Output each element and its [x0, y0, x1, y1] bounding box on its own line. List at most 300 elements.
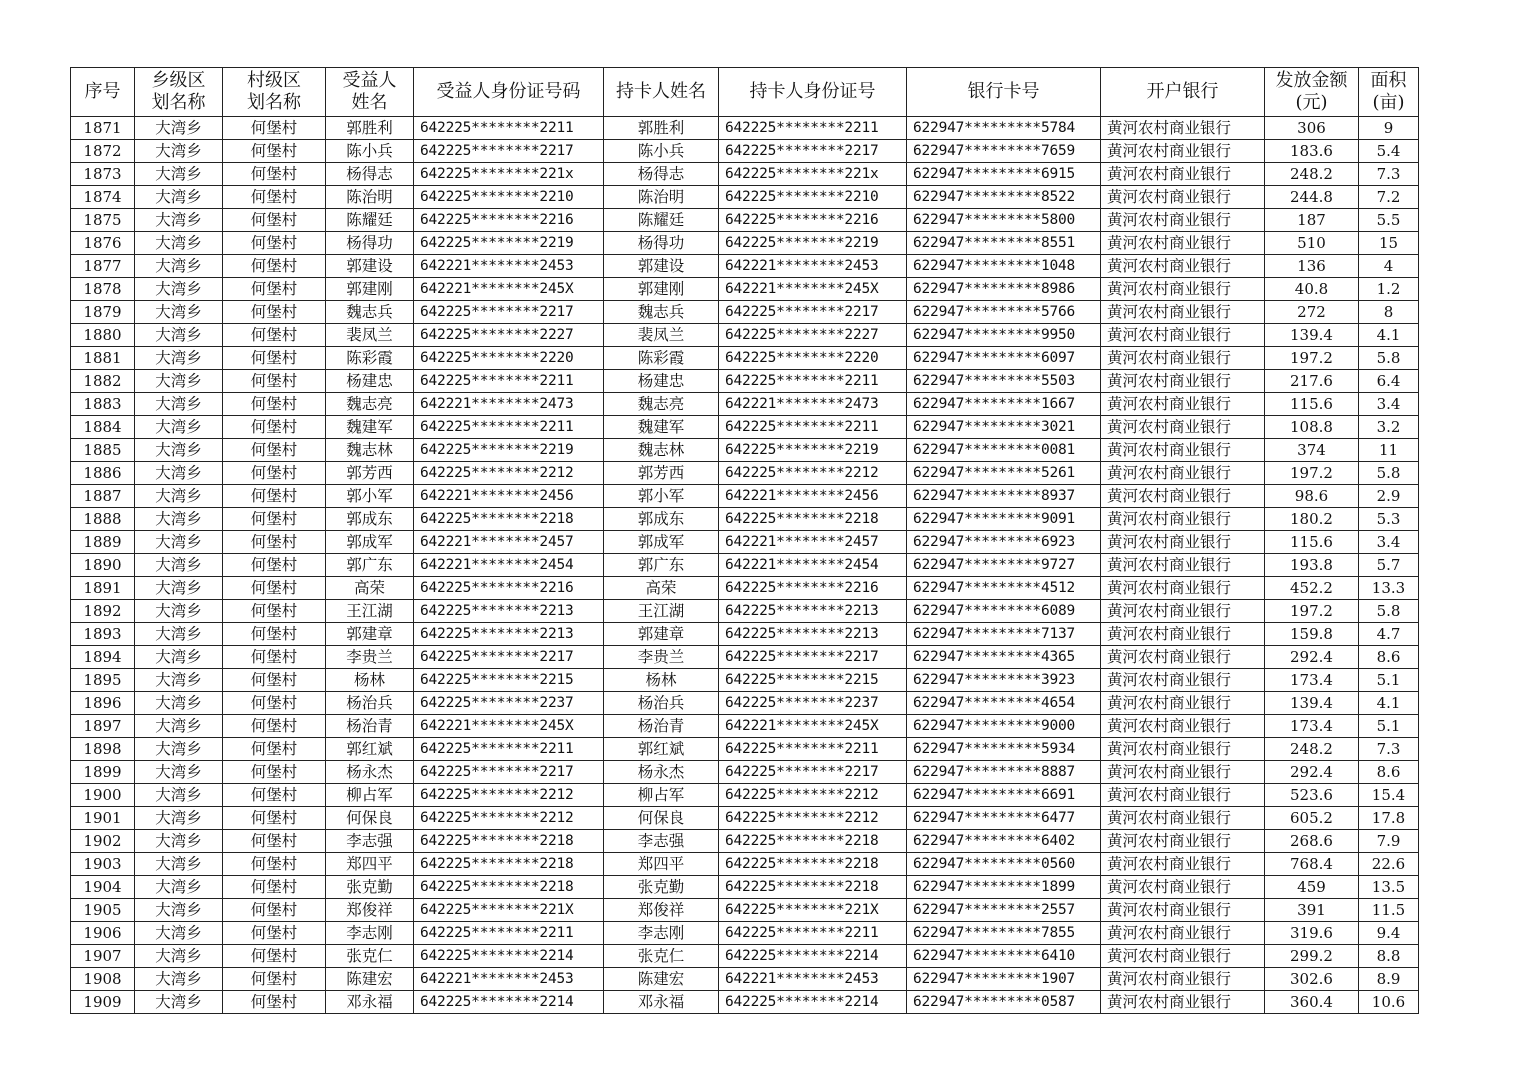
cardholder-name-cell: 魏志林: [604, 439, 719, 462]
amount-cell: 523.6: [1265, 784, 1359, 807]
amount-cell: 391: [1265, 899, 1359, 922]
serial-cell: 1905: [71, 899, 135, 922]
area-cell: 5.8: [1359, 600, 1419, 623]
amount-cell: 248.2: [1265, 163, 1359, 186]
table-row: [71, 232, 1419, 255]
serial-cell: 1902: [71, 830, 135, 853]
township-cell: 大湾乡: [135, 692, 223, 715]
serial-cell: 1876: [71, 232, 135, 255]
header-label: 持卡人姓名: [616, 81, 706, 102]
area-cell: 3.4: [1359, 531, 1419, 554]
beneficiary-id-cell: 642225********2211: [414, 738, 604, 761]
table-body: [71, 117, 1419, 1014]
area-cell: 4.1: [1359, 692, 1419, 715]
bank-card-cell: 622947*********9091: [907, 508, 1101, 531]
header-label: 受益人身份证号码: [436, 81, 581, 102]
header-label: 发放金额 (元): [1275, 70, 1348, 113]
serial-cell: 1907: [71, 945, 135, 968]
header-cell: [326, 68, 414, 117]
township-cell: 大湾乡: [135, 393, 223, 416]
table-row: [71, 255, 1419, 278]
beneficiary-name-cell: 陈小兵: [326, 140, 414, 163]
cardholder-id-cell: 642225********2237: [719, 692, 907, 715]
beneficiary-id-cell: 642225********2213: [414, 600, 604, 623]
bank-name-cell: 黄河农村商业银行: [1101, 508, 1265, 531]
beneficiary-name-cell: 杨治青: [326, 715, 414, 738]
village-cell: 何堡村: [223, 508, 326, 531]
village-cell: 何堡村: [223, 370, 326, 393]
beneficiary-name-cell: 李志强: [326, 830, 414, 853]
area-cell: 8.9: [1359, 968, 1419, 991]
village-cell: 何堡村: [223, 232, 326, 255]
serial-cell: 1897: [71, 715, 135, 738]
amount-cell: 248.2: [1265, 738, 1359, 761]
beneficiary-id-cell: 642225********2218: [414, 876, 604, 899]
bank-name-cell: 黄河农村商业银行: [1101, 209, 1265, 232]
table-row: [71, 370, 1419, 393]
township-cell: 大湾乡: [135, 968, 223, 991]
bank-name-cell: 黄河农村商业银行: [1101, 922, 1265, 945]
township-cell: 大湾乡: [135, 416, 223, 439]
township-cell: 大湾乡: [135, 439, 223, 462]
township-cell: 大湾乡: [135, 646, 223, 669]
cardholder-id-cell: 642225********2218: [719, 876, 907, 899]
bank-card-cell: 622947*********6402: [907, 830, 1101, 853]
village-cell: 何堡村: [223, 301, 326, 324]
serial-cell: 1878: [71, 278, 135, 301]
table-row: [71, 278, 1419, 301]
cardholder-name-cell: 李志强: [604, 830, 719, 853]
bank-card-cell: 622947*********6923: [907, 531, 1101, 554]
bank-name-cell: 黄河农村商业银行: [1101, 232, 1265, 255]
area-cell: 13.3: [1359, 577, 1419, 600]
cardholder-name-cell: 陈治明: [604, 186, 719, 209]
cardholder-name-cell: 杨永杰: [604, 761, 719, 784]
amount-cell: 292.4: [1265, 761, 1359, 784]
cardholder-name-cell: 杨建忠: [604, 370, 719, 393]
village-cell: 何堡村: [223, 462, 326, 485]
bank-name-cell: 黄河农村商业银行: [1101, 600, 1265, 623]
cardholder-name-cell: 陈彩霞: [604, 347, 719, 370]
amount-cell: 139.4: [1265, 692, 1359, 715]
serial-cell: 1888: [71, 508, 135, 531]
amount-cell: 272: [1265, 301, 1359, 324]
amount-cell: 244.8: [1265, 186, 1359, 209]
beneficiary-id-cell: 642221********245X: [414, 278, 604, 301]
bank-card-cell: 622947*********8937: [907, 485, 1101, 508]
bank-card-cell: 622947*********1048: [907, 255, 1101, 278]
table-row: [71, 692, 1419, 715]
village-cell: 何堡村: [223, 416, 326, 439]
serial-cell: 1887: [71, 485, 135, 508]
serial-cell: 1898: [71, 738, 135, 761]
beneficiary-id-cell: 642225********2210: [414, 186, 604, 209]
bank-card-cell: 622947*********6691: [907, 784, 1101, 807]
beneficiary-name-cell: 陈建宏: [326, 968, 414, 991]
header-cell: [604, 68, 719, 117]
village-cell: 何堡村: [223, 163, 326, 186]
beneficiary-name-cell: 杨永杰: [326, 761, 414, 784]
beneficiary-id-cell: 642225********2212: [414, 462, 604, 485]
cardholder-id-cell: 642221********2453: [719, 968, 907, 991]
beneficiary-id-cell: 642225********2227: [414, 324, 604, 347]
beneficiary-name-cell: 陈耀廷: [326, 209, 414, 232]
village-cell: 何堡村: [223, 347, 326, 370]
beneficiary-id-cell: 642221********245X: [414, 715, 604, 738]
cardholder-id-cell: 642225********2212: [719, 462, 907, 485]
bank-name-cell: 黄河农村商业银行: [1101, 876, 1265, 899]
header-cell: [907, 68, 1101, 117]
bank-name-cell: 黄河农村商业银行: [1101, 186, 1265, 209]
header-cell: [71, 68, 135, 117]
beneficiary-id-cell: 642225********2219: [414, 439, 604, 462]
table-row: [71, 186, 1419, 209]
bank-name-cell: 黄河农村商业银行: [1101, 531, 1265, 554]
bank-name-cell: 黄河农村商业银行: [1101, 853, 1265, 876]
cardholder-name-cell: 郭建设: [604, 255, 719, 278]
bank-card-cell: 622947*********8551: [907, 232, 1101, 255]
table-row: [71, 485, 1419, 508]
beneficiary-name-cell: 郭建刚: [326, 278, 414, 301]
township-cell: 大湾乡: [135, 623, 223, 646]
beneficiary-id-cell: 642225********2218: [414, 853, 604, 876]
cardholder-id-cell: 642225********2218: [719, 830, 907, 853]
cardholder-name-cell: 陈小兵: [604, 140, 719, 163]
cardholder-id-cell: 642225********2218: [719, 508, 907, 531]
bank-card-cell: 622947*********6089: [907, 600, 1101, 623]
beneficiary-name-cell: 高荣: [326, 577, 414, 600]
bank-card-cell: 622947*********5503: [907, 370, 1101, 393]
township-cell: 大湾乡: [135, 577, 223, 600]
table-row: [71, 715, 1419, 738]
cardholder-id-cell: 642225********2210: [719, 186, 907, 209]
beneficiary-name-cell: 魏志兵: [326, 301, 414, 324]
amount-cell: 193.8: [1265, 554, 1359, 577]
cardholder-id-cell: 642221********2457: [719, 531, 907, 554]
beneficiary-id-cell: 642225********2217: [414, 140, 604, 163]
table-row: [71, 508, 1419, 531]
village-cell: 何堡村: [223, 830, 326, 853]
cardholder-id-cell: 642225********2211: [719, 922, 907, 945]
area-cell: 5.8: [1359, 462, 1419, 485]
serial-cell: 1909: [71, 991, 135, 1014]
cardholder-name-cell: 高荣: [604, 577, 719, 600]
table-row: [71, 853, 1419, 876]
serial-cell: 1881: [71, 347, 135, 370]
beneficiary-name-cell: 郑四平: [326, 853, 414, 876]
bank-card-cell: 622947*********4512: [907, 577, 1101, 600]
township-cell: 大湾乡: [135, 761, 223, 784]
bank-name-cell: 黄河农村商业银行: [1101, 968, 1265, 991]
cardholder-name-cell: 杨治兵: [604, 692, 719, 715]
beneficiary-name-cell: 郭胜利: [326, 117, 414, 140]
bank-card-cell: 622947*********1667: [907, 393, 1101, 416]
serial-cell: 1871: [71, 117, 135, 140]
beneficiary-id-cell: 642221********2453: [414, 968, 604, 991]
beneficiary-name-cell: 李志刚: [326, 922, 414, 945]
serial-cell: 1894: [71, 646, 135, 669]
cardholder-name-cell: 郭胜利: [604, 117, 719, 140]
header-cell: [1359, 68, 1419, 117]
bank-card-cell: 622947*********0587: [907, 991, 1101, 1014]
bank-name-cell: 黄河农村商业银行: [1101, 324, 1265, 347]
area-cell: 3.2: [1359, 416, 1419, 439]
beneficiary-id-cell: 642225********2218: [414, 508, 604, 531]
serial-cell: 1893: [71, 623, 135, 646]
bank-name-cell: 黄河农村商业银行: [1101, 669, 1265, 692]
table-row: [71, 163, 1419, 186]
beneficiary-id-cell: 642221********2456: [414, 485, 604, 508]
serial-cell: 1885: [71, 439, 135, 462]
village-cell: 何堡村: [223, 669, 326, 692]
beneficiary-id-cell: 642225********2213: [414, 623, 604, 646]
beneficiary-name-cell: 柳占军: [326, 784, 414, 807]
beneficiary-id-cell: 642225********2217: [414, 646, 604, 669]
area-cell: 3.4: [1359, 393, 1419, 416]
township-cell: 大湾乡: [135, 554, 223, 577]
table-row: [71, 922, 1419, 945]
table-row: [71, 830, 1419, 853]
serial-cell: 1896: [71, 692, 135, 715]
bank-name-cell: 黄河农村商业银行: [1101, 784, 1265, 807]
cardholder-id-cell: 642221********2473: [719, 393, 907, 416]
beneficiary-name-cell: 杨建忠: [326, 370, 414, 393]
amount-cell: 217.6: [1265, 370, 1359, 393]
village-cell: 何堡村: [223, 623, 326, 646]
area-cell: 8: [1359, 301, 1419, 324]
cardholder-id-cell: 642225********2216: [719, 209, 907, 232]
cardholder-name-cell: 张克勤: [604, 876, 719, 899]
bank-card-cell: 622947*********6410: [907, 945, 1101, 968]
area-cell: 17.8: [1359, 807, 1419, 830]
bank-card-cell: 622947*********6915: [907, 163, 1101, 186]
bank-name-cell: 黄河农村商业银行: [1101, 163, 1265, 186]
cardholder-id-cell: 642225********2218: [719, 853, 907, 876]
township-cell: 大湾乡: [135, 186, 223, 209]
cardholder-name-cell: 郭广东: [604, 554, 719, 577]
amount-cell: 183.6: [1265, 140, 1359, 163]
beneficiary-name-cell: 裴凤兰: [326, 324, 414, 347]
township-cell: 大湾乡: [135, 853, 223, 876]
serial-cell: 1890: [71, 554, 135, 577]
cardholder-name-cell: 郭成东: [604, 508, 719, 531]
cardholder-id-cell: 642225********2219: [719, 439, 907, 462]
serial-cell: 1892: [71, 600, 135, 623]
township-cell: 大湾乡: [135, 807, 223, 830]
cardholder-id-cell: 642225********2217: [719, 301, 907, 324]
beneficiary-name-cell: 张克仁: [326, 945, 414, 968]
cardholder-name-cell: 陈建宏: [604, 968, 719, 991]
beneficiary-id-cell: 642221********2453: [414, 255, 604, 278]
area-cell: 22.6: [1359, 853, 1419, 876]
beneficiary-id-cell: 642225********2219: [414, 232, 604, 255]
beneficiary-id-cell: 642225********2217: [414, 761, 604, 784]
village-cell: 何堡村: [223, 784, 326, 807]
amount-cell: 173.4: [1265, 715, 1359, 738]
bank-card-cell: 622947*********9727: [907, 554, 1101, 577]
beneficiary-name-cell: 何保良: [326, 807, 414, 830]
cardholder-name-cell: 裴凤兰: [604, 324, 719, 347]
bank-name-cell: 黄河农村商业银行: [1101, 830, 1265, 853]
bank-card-cell: 622947*********2557: [907, 899, 1101, 922]
beneficiary-name-cell: 魏志林: [326, 439, 414, 462]
township-cell: 大湾乡: [135, 370, 223, 393]
bank-name-cell: 黄河农村商业银行: [1101, 715, 1265, 738]
beneficiary-id-cell: 642225********221x: [414, 163, 604, 186]
cardholder-name-cell: 郑四平: [604, 853, 719, 876]
bank-card-cell: 622947*********3021: [907, 416, 1101, 439]
cardholder-id-cell: 642225********2211: [719, 370, 907, 393]
beneficiary-id-cell: 642225********221X: [414, 899, 604, 922]
area-cell: 4.7: [1359, 623, 1419, 646]
village-cell: 何堡村: [223, 600, 326, 623]
beneficiary-name-cell: 张克勤: [326, 876, 414, 899]
amount-cell: 187: [1265, 209, 1359, 232]
cardholder-id-cell: 642225********2211: [719, 117, 907, 140]
beneficiary-name-cell: 邓永福: [326, 991, 414, 1014]
header-label: 村级区 划名称: [247, 70, 301, 113]
area-cell: 5.3: [1359, 508, 1419, 531]
township-cell: 大湾乡: [135, 784, 223, 807]
bank-name-cell: 黄河农村商业银行: [1101, 554, 1265, 577]
cardholder-name-cell: 杨得功: [604, 232, 719, 255]
amount-cell: 768.4: [1265, 853, 1359, 876]
amount-cell: 605.2: [1265, 807, 1359, 830]
cardholder-name-cell: 郭小军: [604, 485, 719, 508]
area-cell: 7.2: [1359, 186, 1419, 209]
village-cell: 何堡村: [223, 899, 326, 922]
township-cell: 大湾乡: [135, 531, 223, 554]
cardholder-id-cell: 642225********2213: [719, 600, 907, 623]
village-cell: 何堡村: [223, 140, 326, 163]
area-cell: 5.7: [1359, 554, 1419, 577]
bank-card-cell: 622947*********5261: [907, 462, 1101, 485]
amount-cell: 452.2: [1265, 577, 1359, 600]
area-cell: 4: [1359, 255, 1419, 278]
township-cell: 大湾乡: [135, 508, 223, 531]
bank-name-cell: 黄河农村商业银行: [1101, 393, 1265, 416]
township-cell: 大湾乡: [135, 209, 223, 232]
township-cell: 大湾乡: [135, 899, 223, 922]
bank-card-cell: 622947*********5934: [907, 738, 1101, 761]
village-cell: 何堡村: [223, 577, 326, 600]
bank-card-cell: 622947*********9000: [907, 715, 1101, 738]
bank-card-cell: 622947*********9950: [907, 324, 1101, 347]
bank-name-cell: 黄河农村商业银行: [1101, 899, 1265, 922]
area-cell: 10.6: [1359, 991, 1419, 1014]
cardholder-id-cell: 642225********2211: [719, 738, 907, 761]
amount-cell: 319.6: [1265, 922, 1359, 945]
area-cell: 13.5: [1359, 876, 1419, 899]
township-cell: 大湾乡: [135, 669, 223, 692]
beneficiary-id-cell: 642225********2211: [414, 416, 604, 439]
serial-cell: 1891: [71, 577, 135, 600]
bank-card-cell: 622947*********6477: [907, 807, 1101, 830]
area-cell: 5.1: [1359, 715, 1419, 738]
subsidy-table: [70, 67, 1419, 1014]
cardholder-name-cell: 魏建军: [604, 416, 719, 439]
cardholder-name-cell: 郭芳西: [604, 462, 719, 485]
cardholder-name-cell: 邓永福: [604, 991, 719, 1014]
village-cell: 何堡村: [223, 968, 326, 991]
header-cell: [1101, 68, 1265, 117]
cardholder-name-cell: 郭建章: [604, 623, 719, 646]
cardholder-id-cell: 642225********2211: [719, 416, 907, 439]
header-cell: [1265, 68, 1359, 117]
table-row: [71, 462, 1419, 485]
cardholder-name-cell: 柳占军: [604, 784, 719, 807]
bank-card-cell: 622947*********1907: [907, 968, 1101, 991]
area-cell: 9.4: [1359, 922, 1419, 945]
village-cell: 何堡村: [223, 853, 326, 876]
area-cell: 7.3: [1359, 738, 1419, 761]
cardholder-name-cell: 郑俊祥: [604, 899, 719, 922]
amount-cell: 180.2: [1265, 508, 1359, 531]
beneficiary-id-cell: 642225********2214: [414, 945, 604, 968]
bank-card-cell: 622947*********8522: [907, 186, 1101, 209]
cardholder-name-cell: 李贵兰: [604, 646, 719, 669]
table-row: [71, 623, 1419, 646]
village-cell: 何堡村: [223, 991, 326, 1014]
bank-card-cell: 622947*********6097: [907, 347, 1101, 370]
cardholder-id-cell: 642225********2217: [719, 140, 907, 163]
township-cell: 大湾乡: [135, 715, 223, 738]
bank-name-cell: 黄河农村商业银行: [1101, 416, 1265, 439]
bank-name-cell: 黄河农村商业银行: [1101, 646, 1265, 669]
village-cell: 何堡村: [223, 485, 326, 508]
serial-cell: 1873: [71, 163, 135, 186]
beneficiary-name-cell: 郭红斌: [326, 738, 414, 761]
beneficiary-name-cell: 杨得功: [326, 232, 414, 255]
area-cell: 4.1: [1359, 324, 1419, 347]
header-label: 银行卡号: [967, 81, 1040, 102]
village-cell: 何堡村: [223, 876, 326, 899]
serial-cell: 1875: [71, 209, 135, 232]
amount-cell: 306: [1265, 117, 1359, 140]
township-cell: 大湾乡: [135, 600, 223, 623]
amount-cell: 115.6: [1265, 531, 1359, 554]
amount-cell: 136: [1265, 255, 1359, 278]
village-cell: 何堡村: [223, 715, 326, 738]
cardholder-id-cell: 642221********245X: [719, 278, 907, 301]
bank-name-cell: 黄河农村商业银行: [1101, 692, 1265, 715]
area-cell: 11: [1359, 439, 1419, 462]
cardholder-id-cell: 642225********2214: [719, 991, 907, 1014]
cardholder-id-cell: 642225********2212: [719, 807, 907, 830]
serial-cell: 1884: [71, 416, 135, 439]
beneficiary-id-cell: 642225********2237: [414, 692, 604, 715]
table-row: [71, 968, 1419, 991]
serial-cell: 1903: [71, 853, 135, 876]
amount-cell: 159.8: [1265, 623, 1359, 646]
amount-cell: 510: [1265, 232, 1359, 255]
village-cell: 何堡村: [223, 531, 326, 554]
cardholder-id-cell: 642221********2454: [719, 554, 907, 577]
cardholder-name-cell: 杨林: [604, 669, 719, 692]
bank-card-cell: 622947*********1899: [907, 876, 1101, 899]
village-cell: 何堡村: [223, 439, 326, 462]
cardholder-name-cell: 王江湖: [604, 600, 719, 623]
village-cell: 何堡村: [223, 117, 326, 140]
township-cell: 大湾乡: [135, 163, 223, 186]
area-cell: 7.3: [1359, 163, 1419, 186]
table-row: [71, 117, 1419, 140]
header-label: 乡级区 划名称: [151, 70, 206, 113]
table-row: [71, 531, 1419, 554]
beneficiary-id-cell: 642225********2218: [414, 830, 604, 853]
beneficiary-name-cell: 李贵兰: [326, 646, 414, 669]
bank-name-cell: 黄河农村商业银行: [1101, 738, 1265, 761]
